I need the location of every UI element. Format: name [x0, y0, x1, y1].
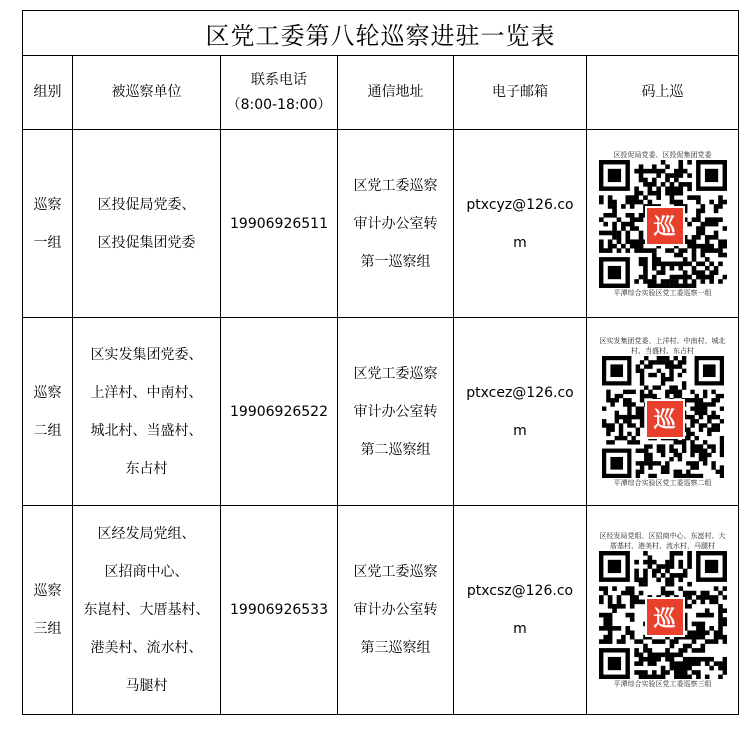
xun-logo-icon: 巡	[645, 206, 685, 246]
unit-cell: 区经发局党组、 区招商中心、 东崑村、大厝基村、 港美村、流水村、 马腿村	[73, 506, 221, 715]
table-row	[23, 318, 739, 506]
group-cell: 巡察 二组	[23, 318, 73, 506]
qr-caption-top: 区经发局党组、区招商中心、东崑村、大厝基村、港美村、流水村、马腿村	[599, 532, 726, 550]
inspection-table	[22, 10, 739, 715]
qr-caption-top: 区投促局党委、区投促集团党委	[613, 150, 712, 159]
header-qr: 码上巡	[587, 56, 739, 130]
qr-cell	[587, 318, 739, 506]
xun-logo-icon: 巡	[645, 399, 685, 439]
document-sheet	[22, 10, 738, 715]
table-row	[23, 130, 739, 318]
header-address: 通信地址	[338, 56, 454, 130]
xun-logo-icon: 巡	[645, 597, 685, 637]
header-phone-hours: （8:00-18:00）	[226, 96, 332, 113]
qr-code-icon[interactable]	[602, 356, 724, 478]
address-cell: 区党工委巡察 审计办公室转 第一巡察组	[338, 130, 454, 318]
header-unit: 被巡察单位	[73, 56, 221, 130]
header-phone	[221, 56, 338, 130]
qr-cell	[587, 130, 739, 318]
qr-caption-top: 区实发集团党委、上洋村、中南村、城北村、当盛村、东占村	[599, 336, 726, 355]
header-group: 组别	[23, 56, 73, 130]
address-cell: 区党工委巡察 审计办公室转 第三巡察组	[338, 506, 454, 715]
qr-caption-bottom: 平潭综合实验区党工委巡察二组	[613, 478, 712, 487]
email-cell: ptxcez@126.co m	[454, 318, 587, 506]
group-cell: 巡察 三组	[23, 506, 73, 715]
qr-caption-bottom: 平潭综合实验区党工委巡察一组	[613, 288, 712, 297]
table-title: 区党工委第八轮巡察进驻一览表	[23, 11, 739, 56]
qr-cell	[587, 506, 739, 715]
group-cell: 巡察 一组	[23, 130, 73, 318]
header-row	[23, 56, 739, 130]
header-email: 电子邮箱	[454, 56, 587, 130]
unit-cell: 区投促局党委、 区投促集团党委	[73, 130, 221, 318]
phone-cell: 19906926511	[221, 130, 338, 318]
table-row	[23, 506, 739, 715]
email-cell: ptxcyz@126.co m	[454, 130, 587, 318]
email-cell: ptxcsz@126.co m	[454, 506, 587, 715]
qr-caption-bottom: 平潭综合实验区党工委巡察三组	[613, 680, 712, 688]
unit-cell: 区实发集团党委、 上洋村、中南村、 城北村、当盛村、 东占村	[73, 318, 221, 506]
phone-cell: 19906926533	[221, 506, 338, 715]
phone-cell: 19906926522	[221, 318, 338, 506]
qr-code-icon[interactable]	[599, 551, 727, 679]
address-cell: 区党工委巡察 审计办公室转 第二巡察组	[338, 318, 454, 506]
header-phone-label: 联系电话	[251, 71, 307, 88]
qr-code-icon[interactable]	[599, 160, 727, 288]
